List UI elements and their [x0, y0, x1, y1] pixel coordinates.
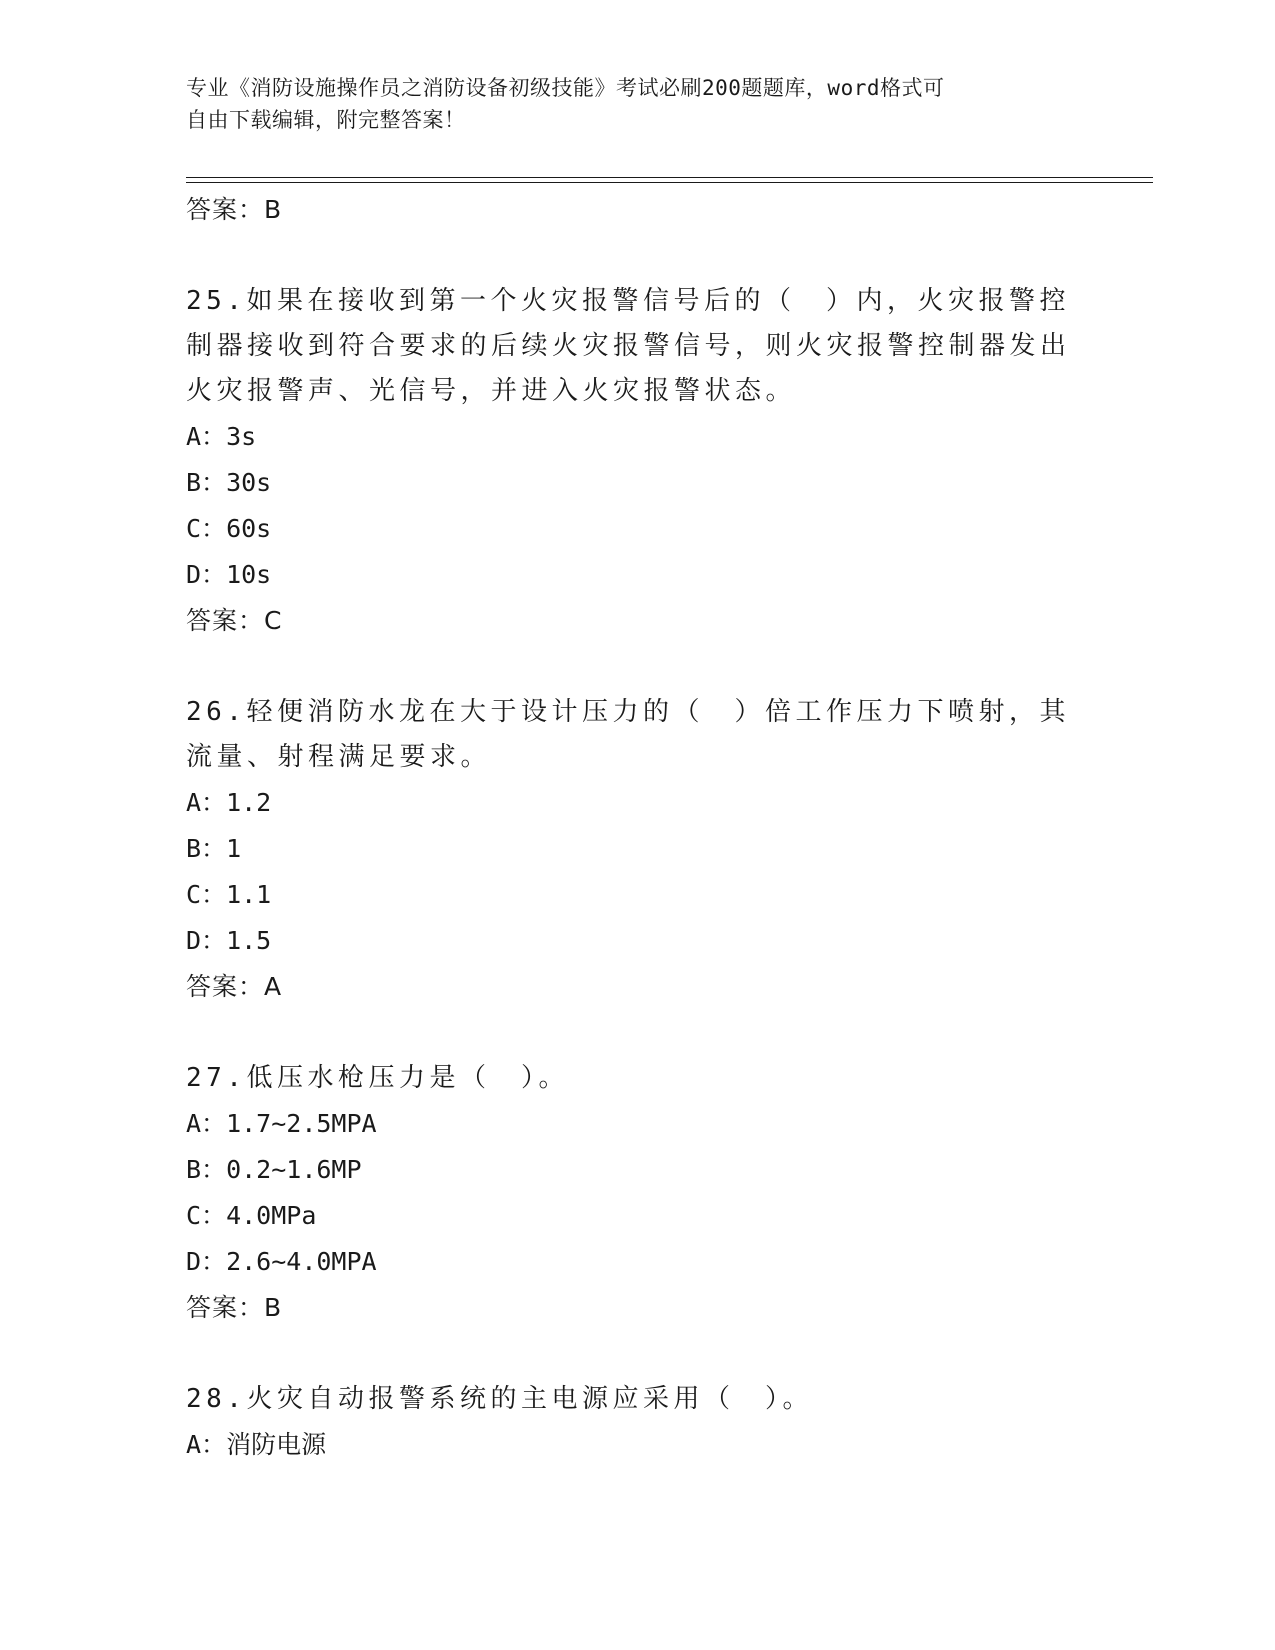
option-label: A： — [186, 1109, 227, 1138]
question-text: 26.轻便消防水龙在大于设计压力的（ ）倍工作压力下喷射，其流量、射程满足要求。 — [186, 697, 1070, 772]
option-label: A： — [186, 788, 227, 817]
option-b — [186, 826, 1086, 872]
question-list — [186, 187, 1086, 1468]
option-a — [186, 1101, 1086, 1147]
option-value: 4.0MPa — [226, 1201, 317, 1230]
option-value: 10s — [226, 560, 272, 589]
option-value: 1.2 — [226, 788, 272, 817]
option-label: D： — [186, 560, 227, 589]
option-label: C： — [186, 1201, 227, 1230]
option-label: C： — [186, 514, 227, 543]
option-value: 30s — [226, 468, 272, 497]
header-line-1: 专业《消防设施操作员之消防设备初级技能》考试必刷200题题库，word格式可 — [186, 76, 945, 100]
answer-line: 答案：B — [186, 1293, 283, 1322]
option-a — [186, 780, 1086, 826]
question-text: 28.火灾自动报警系统的主电源应采用（ ）。 — [186, 1384, 813, 1414]
option-label: C： — [186, 880, 227, 909]
option-d — [186, 918, 1086, 964]
option-value: 1.7~2.5MPA — [226, 1109, 377, 1138]
option-value: 0.2~1.6MP — [226, 1155, 362, 1184]
option-value: 1.5 — [226, 926, 272, 955]
answer-line: 答案：B — [186, 195, 283, 224]
question-text: 27.低压水枪压力是（ ）。 — [186, 1063, 569, 1093]
option-c — [186, 872, 1086, 918]
option-label: D： — [186, 926, 227, 955]
option-value: 消防电源 — [226, 1430, 327, 1459]
option-label: B： — [186, 1155, 227, 1184]
header-line-2: 自由下载编辑，附完整答案！ — [186, 108, 466, 132]
option-d — [186, 1239, 1086, 1285]
answer-line: 答案：A — [186, 972, 283, 1001]
option-label: A： — [186, 1430, 227, 1459]
question-text: 25.如果在接收到第一个火灾报警信号后的（ ）内，火灾报警控制器接收到符合要求的后续火灾报警信号，则火灾报警控制器发出火灾报警声、光信号，并进入火灾报警状态。 — [186, 286, 1071, 406]
option-a — [186, 1422, 1086, 1468]
option-label: B： — [186, 468, 227, 497]
option-b — [186, 1147, 1086, 1193]
option-label: D： — [186, 1247, 227, 1276]
header-rule-top — [186, 177, 1153, 178]
question-block — [186, 690, 1086, 1010]
document-header — [186, 72, 1066, 136]
option-a — [186, 414, 1086, 460]
option-value: 60s — [226, 514, 272, 543]
header-rule-bottom — [186, 182, 1153, 183]
option-value: 1.1 — [226, 880, 272, 909]
option-value: 3s — [226, 422, 257, 451]
option-c — [186, 506, 1086, 552]
option-b — [186, 460, 1086, 506]
option-value: 1 — [226, 834, 242, 863]
option-label: A： — [186, 422, 227, 451]
question-block — [186, 1056, 1086, 1331]
option-value: 2.6~4.0MPA — [226, 1247, 377, 1276]
option-label: B： — [186, 834, 227, 863]
option-c — [186, 1193, 1086, 1239]
answer-line: 答案：C — [186, 606, 283, 635]
question-block — [186, 279, 1086, 644]
question-block — [186, 1377, 1086, 1468]
option-d — [186, 552, 1086, 598]
